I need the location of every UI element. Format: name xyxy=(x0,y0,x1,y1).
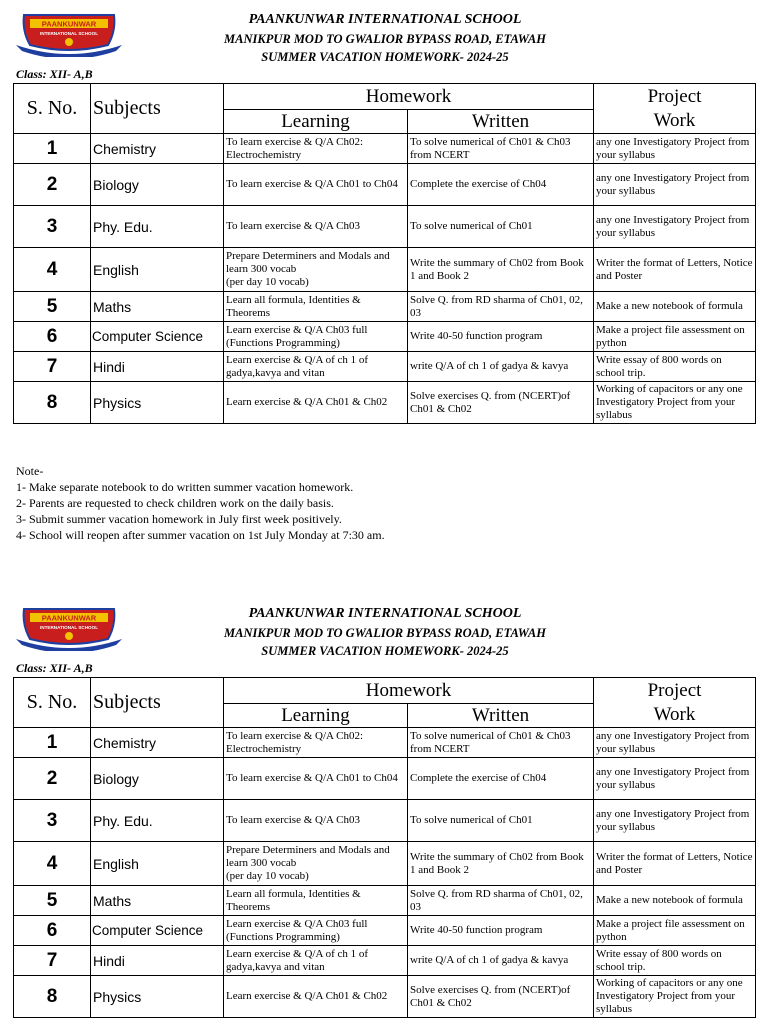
subject-name: Hindi xyxy=(91,352,224,382)
learning-cell: Learn exercise & Q/A Ch01 & Ch02 xyxy=(224,382,408,424)
table-row xyxy=(14,728,756,758)
row-number: 8 xyxy=(14,382,91,424)
table-row xyxy=(14,206,756,248)
homework-header: Homework xyxy=(224,678,594,704)
learning-cell: Learn exercise & Q/A Ch03 full (Functions Programming) xyxy=(224,322,408,352)
note-line: 3- Submit summer vacation homework in July first week positively. xyxy=(16,512,342,526)
written-cell: Solve exercises Q. from (NCERT)of Ch01 & Ch02 xyxy=(408,382,594,424)
written-cell: write Q/A of ch 1 of gadya & kavya xyxy=(408,352,594,382)
project-cell: Writer the format of Letters, Notice and Poster xyxy=(594,248,756,292)
row-number: 2 xyxy=(14,758,91,800)
project-cell: any one Investigatory Project from your syllabus xyxy=(594,206,756,248)
row-number: 3 xyxy=(14,800,91,842)
table-row xyxy=(14,292,756,322)
subject-name: Computer Science xyxy=(91,916,224,946)
written-cell: To solve numerical of Ch01 xyxy=(408,206,594,248)
row-number: 2 xyxy=(14,164,91,206)
svg-text:INTERNATIONAL SCHOOL: INTERNATIONAL SCHOOL xyxy=(39,31,99,36)
row-number: 5 xyxy=(14,886,91,916)
sno-header: S. No. xyxy=(14,84,91,134)
table-row xyxy=(14,842,756,886)
learning-header: Learning xyxy=(224,110,408,134)
subject-name: Phy. Edu. xyxy=(91,800,224,842)
learning-cell: Learn exercise & Q/A Ch03 full (Functions Programming) xyxy=(224,916,408,946)
table-row xyxy=(14,758,756,800)
learning-cell: To learn exercise & Q/A Ch02: Electrochemistry xyxy=(224,134,408,164)
project-cell: any one Investigatory Project from your syllabus xyxy=(594,134,756,164)
written-cell: Solve Q. from RD sharma of Ch01, 02, 03 xyxy=(408,886,594,916)
row-number: 7 xyxy=(14,352,91,382)
subject-name: Phy. Edu. xyxy=(91,206,224,248)
subject-name: English xyxy=(91,842,224,886)
class-label: Class: XII- A,B xyxy=(16,661,93,675)
note-line: Note- xyxy=(16,464,44,478)
note-line: 2- Parents are requested to check children work on the daily basis. xyxy=(16,496,334,510)
learning-cell: To learn exercise & Q/A Ch01 to Ch04 xyxy=(224,758,408,800)
project-cell: any one Investigatory Project from your syllabus xyxy=(594,800,756,842)
row-number: 6 xyxy=(14,916,91,946)
school-logo xyxy=(12,11,126,57)
project-header: Project Work xyxy=(594,84,756,134)
project-cell: any one Investigatory Project from your syllabus xyxy=(594,728,756,758)
row-number: 1 xyxy=(14,134,91,164)
learning-cell: Prepare Determiners and Modals and learn 300 vocab (per day 10 vocab) xyxy=(224,248,408,292)
written-cell: Complete the exercise of Ch04 xyxy=(408,758,594,800)
subject-name: Maths xyxy=(91,292,224,322)
svg-text:PAANKUNWAR: PAANKUNWAR xyxy=(41,19,97,29)
written-cell: To solve numerical of Ch01 & Ch03 from NCERT xyxy=(408,134,594,164)
note-line: 4- School will reopen after summer vacation on 1st July Monday at 7:30 am. xyxy=(16,528,385,542)
school-address: MANIKPUR MOD TO GWALIOR BYPASS ROAD, ETAWAH xyxy=(224,32,546,46)
learning-header: Learning xyxy=(224,704,408,728)
table-row xyxy=(14,976,756,1018)
row-number: 5 xyxy=(14,292,91,322)
homework-table xyxy=(13,83,756,424)
subject-name: Chemistry xyxy=(91,728,224,758)
written-cell: Write the summary of Ch02 from Book 1 and Book 2 xyxy=(408,248,594,292)
written-cell: To solve numerical of Ch01 xyxy=(408,800,594,842)
learning-cell: Learn all formula, Identities & Theorems xyxy=(224,886,408,916)
project-header: Project Work xyxy=(594,678,756,728)
subjects-header: Subjects xyxy=(91,678,224,728)
class-label: Class: XII- A,B xyxy=(16,67,93,81)
row-number: 7 xyxy=(14,946,91,976)
learning-cell: Learn exercise & Q/A of ch 1 of gadya,kavya and vitan xyxy=(224,946,408,976)
row-number: 1 xyxy=(14,728,91,758)
subjects-header: Subjects xyxy=(91,84,224,134)
project-cell: Working of capacitors or any one Investigatory Project from your syllabus xyxy=(594,976,756,1018)
subject-name: Biology xyxy=(91,164,224,206)
learning-cell: To learn exercise & Q/A Ch02: Electrochemistry xyxy=(224,728,408,758)
learning-cell: To learn exercise & Q/A Ch03 xyxy=(224,800,408,842)
row-number: 4 xyxy=(14,842,91,886)
sheet-title: SUMMER VACATION HOMEWORK- 2024-25 xyxy=(261,50,509,64)
row-number: 4 xyxy=(14,248,91,292)
written-cell: write Q/A of ch 1 of gadya & kavya xyxy=(408,946,594,976)
project-cell: any one Investigatory Project from your syllabus xyxy=(594,164,756,206)
row-number: 3 xyxy=(14,206,91,248)
subject-name: Physics xyxy=(91,976,224,1018)
written-cell: Write the summary of Ch02 from Book 1 and Book 2 xyxy=(408,842,594,886)
table-row xyxy=(14,164,756,206)
school-name: PAANKUNWAR INTERNATIONAL SCHOOL xyxy=(248,606,522,621)
sno-header: S. No. xyxy=(14,678,91,728)
homework-table xyxy=(13,677,756,1018)
table-row xyxy=(14,134,756,164)
subject-name: Chemistry xyxy=(91,134,224,164)
table-row xyxy=(14,886,756,916)
subject-name: Hindi xyxy=(91,946,224,976)
table-row xyxy=(14,382,756,424)
written-header: Written xyxy=(408,110,594,134)
table-row xyxy=(14,352,756,382)
subject-name: English xyxy=(91,248,224,292)
project-cell: Working of capacitors or any one Investigatory Project from your syllabus xyxy=(594,382,756,424)
row-number: 8 xyxy=(14,976,91,1018)
table-row xyxy=(14,946,756,976)
project-cell: Make a project file assessment on python xyxy=(594,916,756,946)
subject-name: Computer Science xyxy=(91,322,224,352)
written-cell: Write 40-50 function program xyxy=(408,916,594,946)
written-header: Written xyxy=(408,704,594,728)
written-cell: Solve Q. from RD sharma of Ch01, 02, 03 xyxy=(408,292,594,322)
sheet-title: SUMMER VACATION HOMEWORK- 2024-25 xyxy=(261,644,509,658)
project-cell: Writer the format of Letters, Notice and Poster xyxy=(594,842,756,886)
table-row xyxy=(14,916,756,946)
learning-cell: To learn exercise & Q/A Ch03 xyxy=(224,206,408,248)
written-cell: Complete the exercise of Ch04 xyxy=(408,164,594,206)
table-row xyxy=(14,322,756,352)
written-cell: To solve numerical of Ch01 & Ch03 from NCERT xyxy=(408,728,594,758)
note-line: 1- Make separate notebook to do written summer vacation homework. xyxy=(16,480,354,494)
table-row xyxy=(14,800,756,842)
written-cell: Write 40-50 function program xyxy=(408,322,594,352)
written-cell: Solve exercises Q. from (NCERT)of Ch01 & Ch02 xyxy=(408,976,594,1018)
learning-cell: Learn exercise & Q/A Ch01 & Ch02 xyxy=(224,976,408,1018)
notes-section xyxy=(16,463,385,543)
learning-cell: Learn exercise & Q/A of ch 1 of gadya,kavya and vitan xyxy=(224,352,408,382)
svg-text:PAANKUNWAR: PAANKUNWAR xyxy=(41,613,97,623)
project-cell: Make a new notebook of formula xyxy=(594,886,756,916)
project-cell: any one Investigatory Project from your syllabus xyxy=(594,758,756,800)
school-address: MANIKPUR MOD TO GWALIOR BYPASS ROAD, ETAWAH xyxy=(224,626,546,640)
row-number: 6 xyxy=(14,322,91,352)
learning-cell: Learn all formula, Identities & Theorems xyxy=(224,292,408,322)
project-cell: Write essay of 800 words on school trip. xyxy=(594,946,756,976)
school-name: PAANKUNWAR INTERNATIONAL SCHOOL xyxy=(248,12,522,27)
subject-name: Maths xyxy=(91,886,224,916)
project-cell: Make a project file assessment on python xyxy=(594,322,756,352)
learning-cell: Prepare Determiners and Modals and learn 300 vocab (per day 10 vocab) xyxy=(224,842,408,886)
homework-header: Homework xyxy=(224,84,594,110)
learning-cell: To learn exercise & Q/A Ch01 to Ch04 xyxy=(224,164,408,206)
project-cell: Make a new notebook of formula xyxy=(594,292,756,322)
school-logo xyxy=(12,605,126,651)
table-row xyxy=(14,248,756,292)
project-cell: Write essay of 800 words on school trip. xyxy=(594,352,756,382)
subject-name: Physics xyxy=(91,382,224,424)
subject-name: Biology xyxy=(91,758,224,800)
svg-text:INTERNATIONAL SCHOOL: INTERNATIONAL SCHOOL xyxy=(39,625,99,630)
